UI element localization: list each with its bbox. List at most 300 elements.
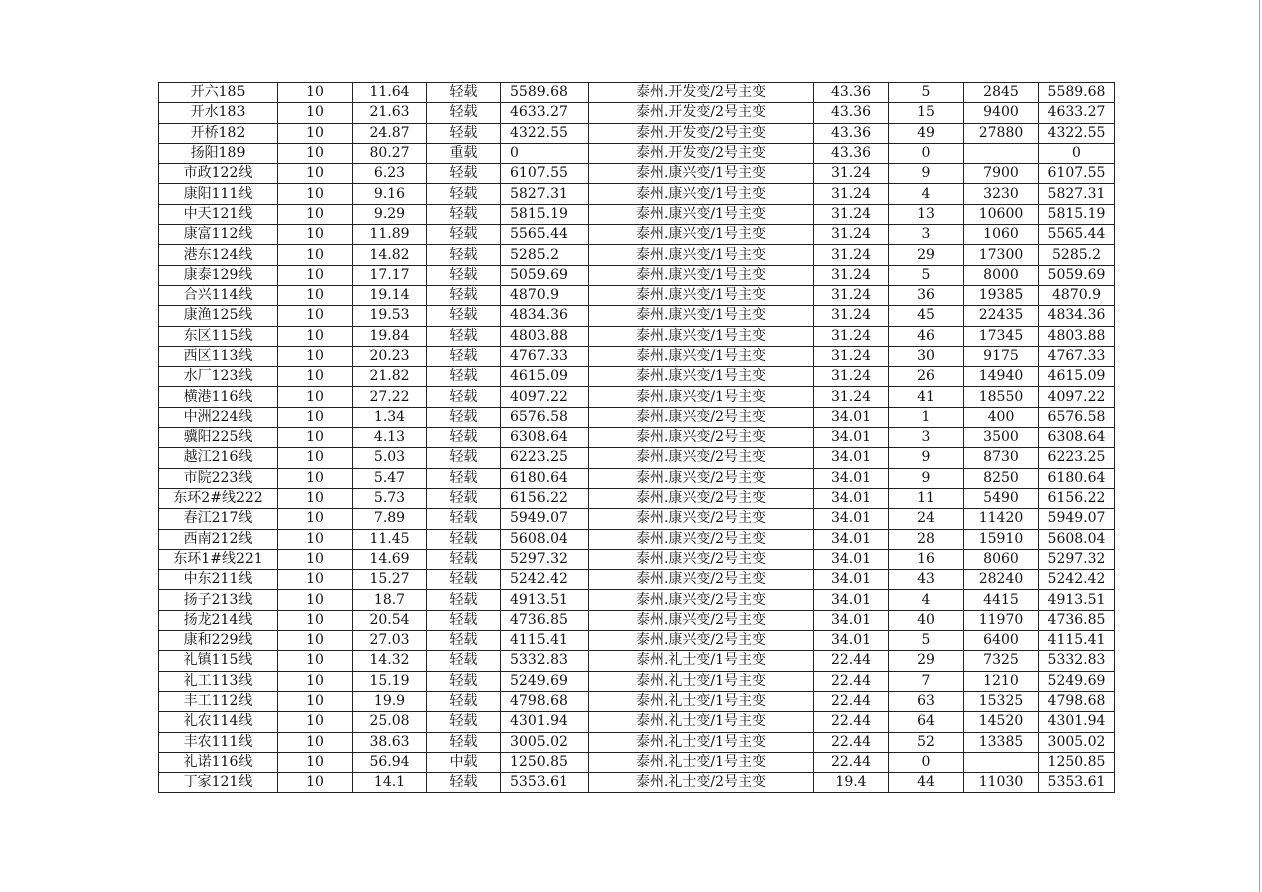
load-status-cell: 轻载 — [427, 488, 501, 508]
substation-transformer-cell: 泰州.开发变/2号主变 — [589, 83, 814, 103]
remaining-capacity-cell: 4736.85 — [1039, 610, 1115, 630]
remaining-capacity-cell: 4803.88 — [1039, 326, 1115, 346]
load-status-cell: 轻载 — [427, 570, 501, 590]
load-status-cell: 轻载 — [427, 306, 501, 326]
load-rate-cell: 15.27 — [353, 570, 427, 590]
table-row — [159, 468, 1115, 488]
capacity-cell: 400 — [964, 407, 1039, 427]
remaining-capacity-cell: 4870.9 — [1039, 285, 1115, 305]
voltage-cell: 10 — [278, 509, 353, 529]
capacity-cell: 3500 — [964, 428, 1039, 448]
capacity-cell: 8000 — [964, 265, 1039, 285]
load-status-cell: 轻载 — [427, 326, 501, 346]
user-count-cell: 5 — [889, 631, 964, 651]
voltage-cell: 10 — [278, 773, 353, 793]
table-row — [159, 407, 1115, 427]
line-name-cell: 东区115线 — [159, 326, 278, 346]
line-name-cell: 骥阳225线 — [159, 428, 278, 448]
available-capacity-cell: 5332.83 — [501, 651, 589, 671]
transformer-load-rate-cell: 34.01 — [814, 549, 889, 569]
substation-transformer-cell: 泰州.康兴变/2号主变 — [589, 428, 814, 448]
load-rate-cell: 15.19 — [353, 671, 427, 691]
load-rate-cell: 17.17 — [353, 265, 427, 285]
voltage-cell: 10 — [278, 671, 353, 691]
line-name-cell: 合兴114线 — [159, 285, 278, 305]
substation-transformer-cell: 泰州.礼士变/1号主变 — [589, 651, 814, 671]
load-rate-cell: 21.63 — [353, 103, 427, 123]
table-row — [159, 773, 1115, 793]
transformer-load-rate-cell: 31.24 — [814, 285, 889, 305]
substation-transformer-cell: 泰州.康兴变/1号主变 — [589, 225, 814, 245]
remaining-capacity-cell: 3005.02 — [1039, 732, 1115, 752]
substation-transformer-cell: 泰州.康兴变/1号主变 — [589, 387, 814, 407]
line-name-cell: 中东211线 — [159, 570, 278, 590]
substation-transformer-cell: 泰州.康兴变/2号主变 — [589, 610, 814, 630]
capacity-cell: 18550 — [964, 387, 1039, 407]
substation-transformer-cell: 泰州.礼士变/1号主变 — [589, 671, 814, 691]
capacity-cell: 1210 — [964, 671, 1039, 691]
substation-transformer-cell: 泰州.康兴变/2号主变 — [589, 590, 814, 610]
transformer-load-rate-cell: 34.01 — [814, 448, 889, 468]
transformer-load-rate-cell: 31.24 — [814, 367, 889, 387]
line-name-cell: 春江217线 — [159, 509, 278, 529]
load-rate-cell: 5.73 — [353, 488, 427, 508]
table-row — [159, 752, 1115, 772]
table-row — [159, 225, 1115, 245]
available-capacity-cell: 0 — [501, 143, 589, 163]
capacity-cell: 14520 — [964, 712, 1039, 732]
table-row — [159, 285, 1115, 305]
table-row — [159, 346, 1115, 366]
transformer-load-rate-cell: 34.01 — [814, 631, 889, 651]
user-count-cell: 0 — [889, 752, 964, 772]
available-capacity-cell: 5565.44 — [501, 225, 589, 245]
capacity-cell: 9175 — [964, 346, 1039, 366]
load-rate-cell: 11.64 — [353, 83, 427, 103]
substation-transformer-cell: 泰州.开发变/2号主变 — [589, 143, 814, 163]
substation-transformer-cell: 泰州.康兴变/1号主变 — [589, 367, 814, 387]
voltage-cell: 10 — [278, 387, 353, 407]
table-row — [159, 367, 1115, 387]
transformer-load-rate-cell: 31.24 — [814, 184, 889, 204]
load-status-cell: 轻载 — [427, 529, 501, 549]
voltage-cell: 10 — [278, 712, 353, 732]
capacity-cell: 11970 — [964, 610, 1039, 630]
available-capacity-cell: 5059.69 — [501, 265, 589, 285]
load-rate-cell: 27.22 — [353, 387, 427, 407]
table-row — [159, 306, 1115, 326]
transformer-load-rate-cell: 34.01 — [814, 529, 889, 549]
transformer-load-rate-cell: 34.01 — [814, 570, 889, 590]
substation-transformer-cell: 泰州.礼士变/1号主变 — [589, 732, 814, 752]
load-rate-cell: 80.27 — [353, 143, 427, 163]
capacity-cell: 6400 — [964, 631, 1039, 651]
table-row — [159, 509, 1115, 529]
line-name-cell: 东环2#线222 — [159, 488, 278, 508]
remaining-capacity-cell: 1250.85 — [1039, 752, 1115, 772]
transformer-load-rate-cell: 34.01 — [814, 488, 889, 508]
user-count-cell: 0 — [889, 143, 964, 163]
transformer-load-rate-cell: 19.4 — [814, 773, 889, 793]
line-name-cell: 市政122线 — [159, 164, 278, 184]
voltage-cell: 10 — [278, 204, 353, 224]
load-rate-cell: 5.03 — [353, 448, 427, 468]
remaining-capacity-cell: 6180.64 — [1039, 468, 1115, 488]
table-row — [159, 143, 1115, 163]
load-status-cell: 轻载 — [427, 651, 501, 671]
available-capacity-cell: 6107.55 — [501, 164, 589, 184]
available-capacity-cell: 3005.02 — [501, 732, 589, 752]
user-count-cell: 9 — [889, 448, 964, 468]
voltage-cell: 10 — [278, 590, 353, 610]
substation-transformer-cell: 泰州.礼士变/2号主变 — [589, 773, 814, 793]
substation-transformer-cell: 泰州.开发变/2号主变 — [589, 103, 814, 123]
table-row — [159, 265, 1115, 285]
load-rate-cell: 6.23 — [353, 164, 427, 184]
capacity-cell: 7900 — [964, 164, 1039, 184]
substation-transformer-cell: 泰州.康兴变/2号主变 — [589, 549, 814, 569]
load-rate-cell: 38.63 — [353, 732, 427, 752]
user-count-cell: 3 — [889, 225, 964, 245]
transformer-load-rate-cell: 22.44 — [814, 752, 889, 772]
transformer-load-rate-cell: 34.01 — [814, 590, 889, 610]
transformer-load-rate-cell: 31.24 — [814, 204, 889, 224]
available-capacity-cell: 4736.85 — [501, 610, 589, 630]
substation-transformer-cell: 泰州.康兴变/2号主变 — [589, 488, 814, 508]
capacity-cell: 3230 — [964, 184, 1039, 204]
available-capacity-cell: 4301.94 — [501, 712, 589, 732]
load-status-cell: 轻载 — [427, 225, 501, 245]
remaining-capacity-cell: 5565.44 — [1039, 225, 1115, 245]
load-status-cell: 轻载 — [427, 123, 501, 143]
user-count-cell: 64 — [889, 712, 964, 732]
line-name-cell: 康泰129线 — [159, 265, 278, 285]
capacity-cell: 22435 — [964, 306, 1039, 326]
line-name-cell: 康和229线 — [159, 631, 278, 651]
line-name-cell: 扬龙214线 — [159, 610, 278, 630]
remaining-capacity-cell: 5589.68 — [1039, 83, 1115, 103]
table-row — [159, 529, 1115, 549]
substation-transformer-cell: 泰州.礼士变/1号主变 — [589, 691, 814, 711]
table-row — [159, 164, 1115, 184]
voltage-cell: 10 — [278, 468, 353, 488]
transformer-load-rate-cell: 22.44 — [814, 712, 889, 732]
line-name-cell: 西南212线 — [159, 529, 278, 549]
load-rate-cell: 25.08 — [353, 712, 427, 732]
line-name-cell: 中洲224线 — [159, 407, 278, 427]
capacity-cell — [964, 752, 1039, 772]
line-name-cell: 越江216线 — [159, 448, 278, 468]
substation-transformer-cell: 泰州.康兴变/1号主变 — [589, 184, 814, 204]
load-rate-cell: 19.84 — [353, 326, 427, 346]
user-count-cell: 46 — [889, 326, 964, 346]
transformer-load-rate-cell: 31.24 — [814, 225, 889, 245]
transformer-load-rate-cell: 34.01 — [814, 509, 889, 529]
transformer-load-rate-cell: 31.24 — [814, 306, 889, 326]
line-name-cell: 市院223线 — [159, 468, 278, 488]
table-row — [159, 590, 1115, 610]
line-name-cell: 中天121线 — [159, 204, 278, 224]
capacity-cell: 28240 — [964, 570, 1039, 590]
load-status-cell: 轻载 — [427, 367, 501, 387]
available-capacity-cell: 4615.09 — [501, 367, 589, 387]
load-rate-cell: 20.54 — [353, 610, 427, 630]
load-status-cell: 轻载 — [427, 407, 501, 427]
line-name-cell: 康渔125线 — [159, 306, 278, 326]
user-count-cell: 29 — [889, 651, 964, 671]
page-right-border — [1259, 0, 1260, 892]
load-rate-cell: 14.69 — [353, 549, 427, 569]
load-status-cell: 轻载 — [427, 346, 501, 366]
substation-transformer-cell: 泰州.康兴变/2号主变 — [589, 570, 814, 590]
user-count-cell: 15 — [889, 103, 964, 123]
line-name-cell: 康富112线 — [159, 225, 278, 245]
line-name-cell: 扬子213线 — [159, 590, 278, 610]
transformer-load-rate-cell: 34.01 — [814, 468, 889, 488]
table-row — [159, 448, 1115, 468]
load-rate-cell: 5.47 — [353, 468, 427, 488]
load-status-cell: 重载 — [427, 143, 501, 163]
capacity-cell: 15910 — [964, 529, 1039, 549]
load-status-cell: 轻载 — [427, 448, 501, 468]
table-row — [159, 428, 1115, 448]
table-row — [159, 712, 1115, 732]
user-count-cell: 44 — [889, 773, 964, 793]
voltage-cell: 10 — [278, 570, 353, 590]
user-count-cell: 63 — [889, 691, 964, 711]
table-row — [159, 691, 1115, 711]
table-row — [159, 204, 1115, 224]
capacity-cell: 8250 — [964, 468, 1039, 488]
voltage-cell: 10 — [278, 164, 353, 184]
substation-transformer-cell: 泰州.康兴变/1号主变 — [589, 285, 814, 305]
table-row — [159, 610, 1115, 630]
load-rate-cell: 56.94 — [353, 752, 427, 772]
transformer-load-rate-cell: 22.44 — [814, 671, 889, 691]
remaining-capacity-cell: 5608.04 — [1039, 529, 1115, 549]
load-status-cell: 轻载 — [427, 83, 501, 103]
table-row — [159, 83, 1115, 103]
substation-transformer-cell: 泰州.康兴变/1号主变 — [589, 164, 814, 184]
capacity-cell: 5490 — [964, 488, 1039, 508]
available-capacity-cell: 5949.07 — [501, 509, 589, 529]
load-status-cell: 轻载 — [427, 103, 501, 123]
line-name-cell: 港东124线 — [159, 245, 278, 265]
substation-transformer-cell: 泰州.康兴变/2号主变 — [589, 407, 814, 427]
user-count-cell: 45 — [889, 306, 964, 326]
user-count-cell: 16 — [889, 549, 964, 569]
available-capacity-cell: 4767.33 — [501, 346, 589, 366]
load-status-cell: 轻载 — [427, 773, 501, 793]
remaining-capacity-cell: 5827.31 — [1039, 184, 1115, 204]
remaining-capacity-cell: 5332.83 — [1039, 651, 1115, 671]
substation-transformer-cell: 泰州.康兴变/1号主变 — [589, 326, 814, 346]
load-rate-cell: 14.1 — [353, 773, 427, 793]
user-count-cell: 5 — [889, 83, 964, 103]
voltage-cell: 10 — [278, 285, 353, 305]
load-status-cell: 轻载 — [427, 610, 501, 630]
table-row — [159, 123, 1115, 143]
voltage-cell: 10 — [278, 326, 353, 346]
remaining-capacity-cell: 4767.33 — [1039, 346, 1115, 366]
voltage-cell: 10 — [278, 184, 353, 204]
load-rate-cell: 18.7 — [353, 590, 427, 610]
transformer-load-rate-cell: 31.24 — [814, 326, 889, 346]
voltage-cell: 10 — [278, 732, 353, 752]
load-rate-cell: 1.34 — [353, 407, 427, 427]
voltage-cell: 10 — [278, 225, 353, 245]
voltage-cell: 10 — [278, 428, 353, 448]
capacity-cell: 15325 — [964, 691, 1039, 711]
available-capacity-cell: 4798.68 — [501, 691, 589, 711]
load-rate-cell: 19.9 — [353, 691, 427, 711]
remaining-capacity-cell: 5949.07 — [1039, 509, 1115, 529]
voltage-cell: 10 — [278, 367, 353, 387]
line-name-cell: 东环1#线221 — [159, 549, 278, 569]
load-rate-cell: 24.87 — [353, 123, 427, 143]
remaining-capacity-cell: 5285.2 — [1039, 245, 1115, 265]
substation-transformer-cell: 泰州.康兴变/1号主变 — [589, 306, 814, 326]
substation-transformer-cell: 泰州.康兴变/2号主变 — [589, 468, 814, 488]
voltage-cell: 10 — [278, 529, 353, 549]
capacity-cell: 4415 — [964, 590, 1039, 610]
remaining-capacity-cell: 5249.69 — [1039, 671, 1115, 691]
table-body — [159, 83, 1115, 793]
user-count-cell: 11 — [889, 488, 964, 508]
substation-transformer-cell: 泰州.礼士变/1号主变 — [589, 752, 814, 772]
transformer-load-rate-cell: 43.36 — [814, 143, 889, 163]
load-status-cell: 轻载 — [427, 204, 501, 224]
available-capacity-cell: 5242.42 — [501, 570, 589, 590]
voltage-cell: 10 — [278, 346, 353, 366]
capacity-cell: 8060 — [964, 549, 1039, 569]
line-name-cell: 康阳111线 — [159, 184, 278, 204]
available-capacity-cell: 5249.69 — [501, 671, 589, 691]
transformer-load-rate-cell: 22.44 — [814, 732, 889, 752]
table-row — [159, 651, 1115, 671]
available-capacity-cell: 4870.9 — [501, 285, 589, 305]
user-count-cell: 40 — [889, 610, 964, 630]
transformer-load-rate-cell: 43.36 — [814, 83, 889, 103]
capacity-cell: 10600 — [964, 204, 1039, 224]
load-rate-cell: 21.82 — [353, 367, 427, 387]
capacity-cell: 13385 — [964, 732, 1039, 752]
table-row — [159, 184, 1115, 204]
load-status-cell: 轻载 — [427, 265, 501, 285]
load-status-cell: 轻载 — [427, 387, 501, 407]
line-name-cell: 丰农111线 — [159, 732, 278, 752]
substation-transformer-cell: 泰州.康兴变/1号主变 — [589, 245, 814, 265]
line-name-cell: 西区113线 — [159, 346, 278, 366]
available-capacity-cell: 6576.58 — [501, 407, 589, 427]
available-capacity-cell: 1250.85 — [501, 752, 589, 772]
transformer-load-rate-cell: 22.44 — [814, 651, 889, 671]
available-capacity-cell: 5827.31 — [501, 184, 589, 204]
user-count-cell: 1 — [889, 407, 964, 427]
voltage-cell: 10 — [278, 83, 353, 103]
load-status-cell: 轻载 — [427, 590, 501, 610]
load-status-cell: 轻载 — [427, 691, 501, 711]
load-rate-cell: 14.32 — [353, 651, 427, 671]
transformer-load-rate-cell: 31.24 — [814, 387, 889, 407]
user-count-cell: 3 — [889, 428, 964, 448]
substation-transformer-cell: 泰州.康兴变/2号主变 — [589, 529, 814, 549]
table-row — [159, 732, 1115, 752]
transformer-load-rate-cell: 31.24 — [814, 346, 889, 366]
available-capacity-cell: 4834.36 — [501, 306, 589, 326]
table-row — [159, 103, 1115, 123]
line-name-cell: 礼工113线 — [159, 671, 278, 691]
table-row — [159, 570, 1115, 590]
remaining-capacity-cell: 0 — [1039, 143, 1115, 163]
available-capacity-cell: 4913.51 — [501, 590, 589, 610]
remaining-capacity-cell: 6576.58 — [1039, 407, 1115, 427]
table-row — [159, 671, 1115, 691]
user-count-cell: 41 — [889, 387, 964, 407]
remaining-capacity-cell: 4322.55 — [1039, 123, 1115, 143]
user-count-cell: 24 — [889, 509, 964, 529]
voltage-cell: 10 — [278, 691, 353, 711]
remaining-capacity-cell: 4615.09 — [1039, 367, 1115, 387]
remaining-capacity-cell: 5242.42 — [1039, 570, 1115, 590]
available-capacity-cell: 5353.61 — [501, 773, 589, 793]
available-capacity-cell: 4097.22 — [501, 387, 589, 407]
line-name-cell: 开水183 — [159, 103, 278, 123]
voltage-cell: 10 — [278, 245, 353, 265]
available-capacity-cell: 4633.27 — [501, 103, 589, 123]
remaining-capacity-cell: 4633.27 — [1039, 103, 1115, 123]
load-rate-cell: 7.89 — [353, 509, 427, 529]
voltage-cell: 10 — [278, 407, 353, 427]
substation-transformer-cell: 泰州.康兴变/1号主变 — [589, 204, 814, 224]
line-name-cell: 礼农114线 — [159, 712, 278, 732]
user-count-cell: 9 — [889, 164, 964, 184]
feeder-load-table — [158, 82, 1115, 793]
table-row — [159, 488, 1115, 508]
user-count-cell: 5 — [889, 265, 964, 285]
table-row — [159, 387, 1115, 407]
table-row — [159, 245, 1115, 265]
load-rate-cell: 14.82 — [353, 245, 427, 265]
voltage-cell: 10 — [278, 752, 353, 772]
capacity-cell: 27880 — [964, 123, 1039, 143]
capacity-cell: 17345 — [964, 326, 1039, 346]
remaining-capacity-cell: 5297.32 — [1039, 549, 1115, 569]
user-count-cell: 28 — [889, 529, 964, 549]
load-rate-cell: 11.89 — [353, 225, 427, 245]
available-capacity-cell: 5608.04 — [501, 529, 589, 549]
line-name-cell: 礼诺116线 — [159, 752, 278, 772]
voltage-cell: 10 — [278, 488, 353, 508]
line-name-cell: 礼镇115线 — [159, 651, 278, 671]
voltage-cell: 10 — [278, 306, 353, 326]
capacity-cell: 19385 — [964, 285, 1039, 305]
voltage-cell: 10 — [278, 265, 353, 285]
load-rate-cell: 20.23 — [353, 346, 427, 366]
remaining-capacity-cell: 4115.41 — [1039, 631, 1115, 651]
remaining-capacity-cell: 6223.25 — [1039, 448, 1115, 468]
line-name-cell: 丰工112线 — [159, 691, 278, 711]
load-status-cell: 轻载 — [427, 285, 501, 305]
load-status-cell: 轻载 — [427, 549, 501, 569]
remaining-capacity-cell: 6156.22 — [1039, 488, 1115, 508]
transformer-load-rate-cell: 31.24 — [814, 164, 889, 184]
remaining-capacity-cell: 4798.68 — [1039, 691, 1115, 711]
voltage-cell: 10 — [278, 448, 353, 468]
load-rate-cell: 27.03 — [353, 631, 427, 651]
user-count-cell: 13 — [889, 204, 964, 224]
remaining-capacity-cell: 5353.61 — [1039, 773, 1115, 793]
